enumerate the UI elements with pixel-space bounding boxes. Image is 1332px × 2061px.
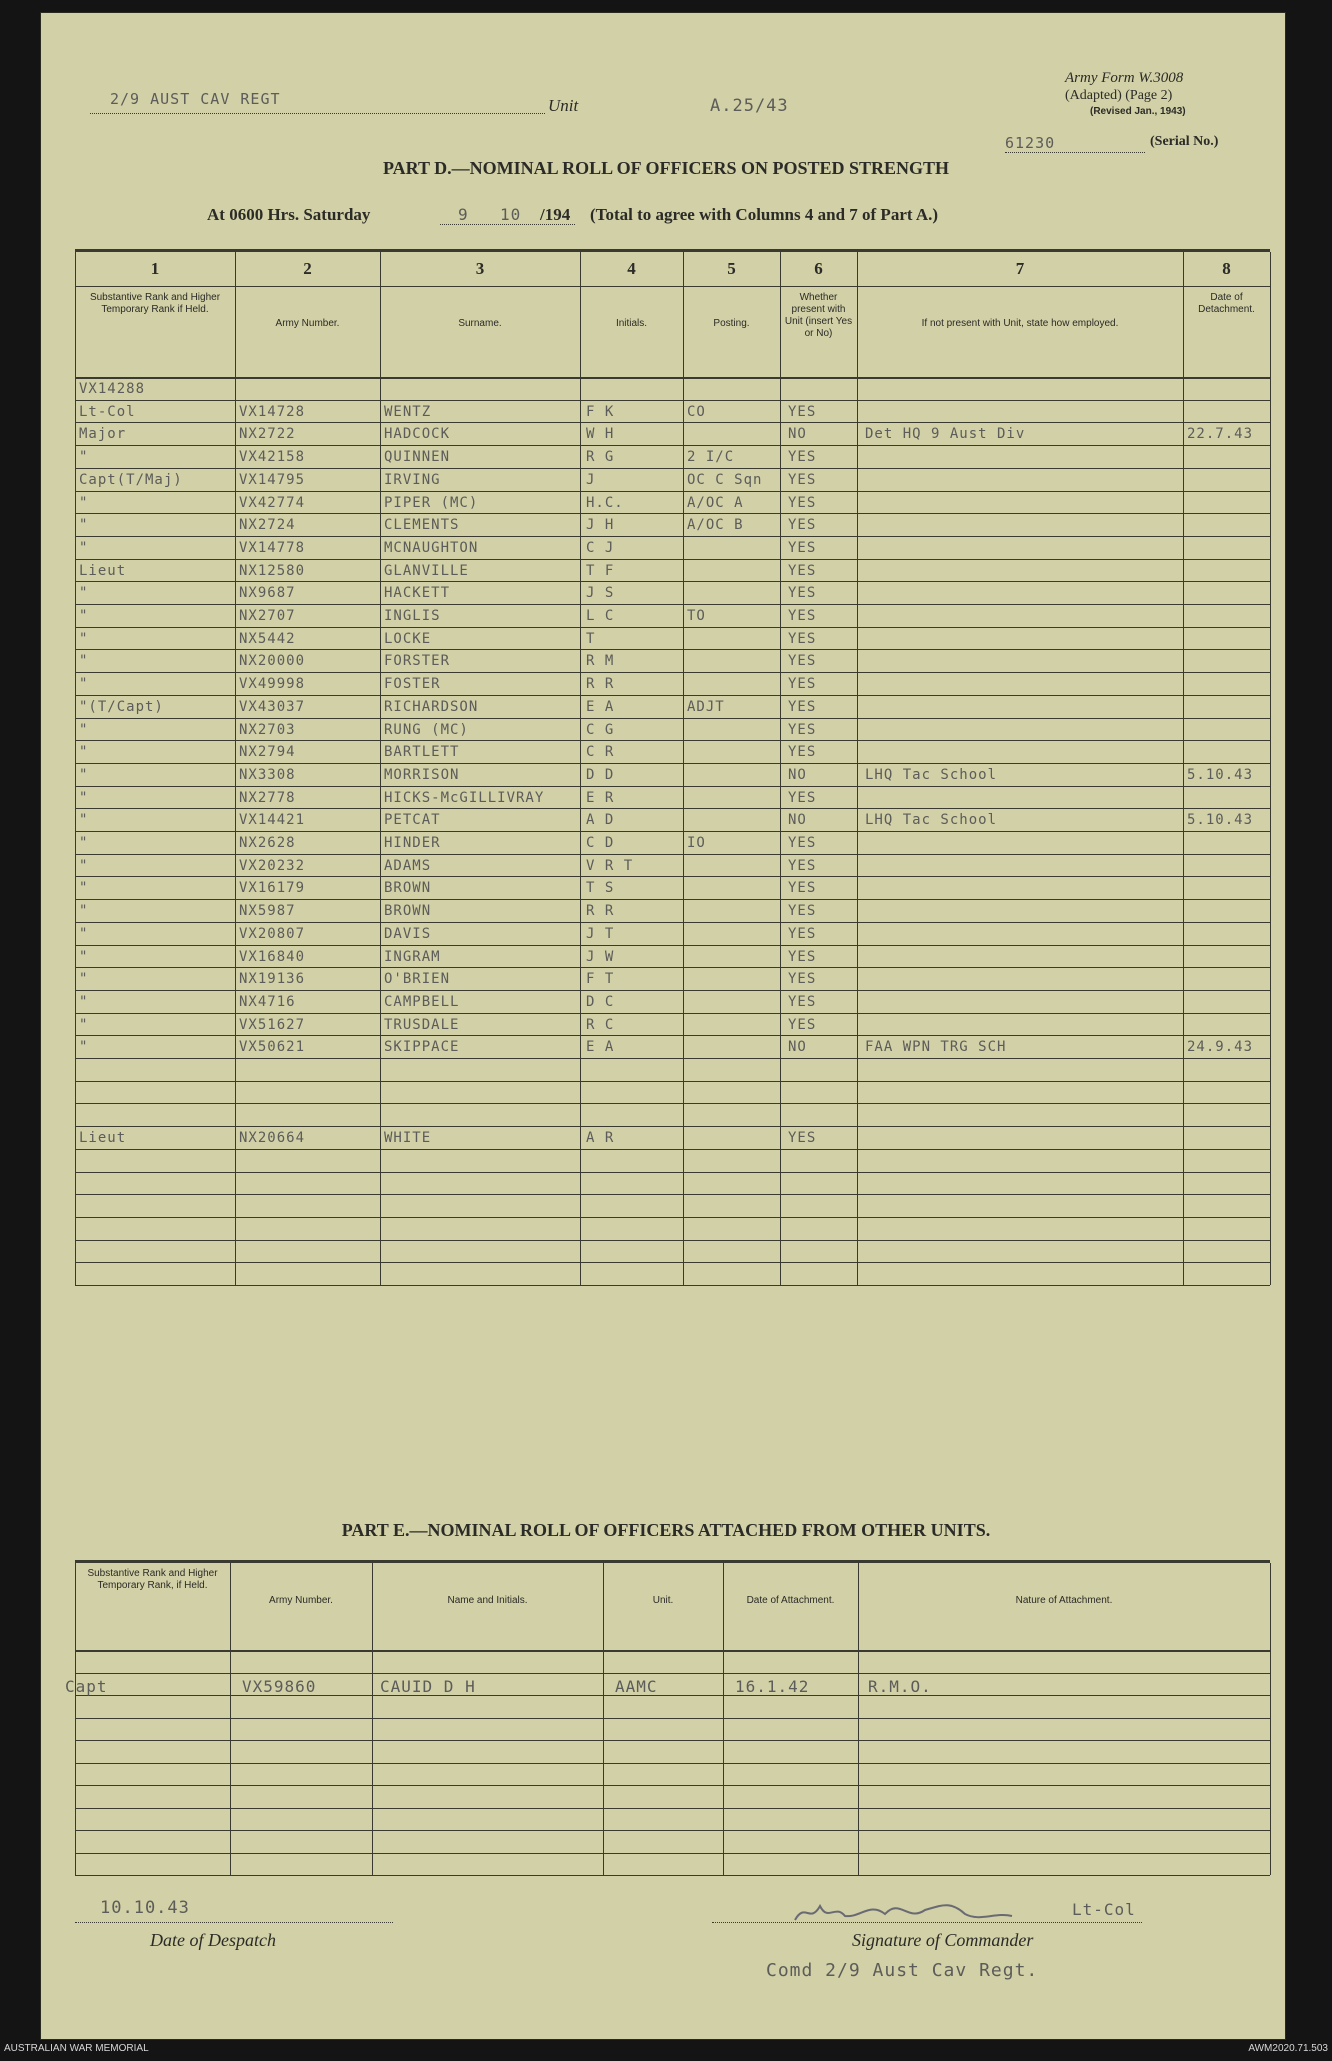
part-e-row-rule — [75, 1718, 1270, 1719]
unit-value: 2/9 AUST CAV REGT — [110, 90, 281, 108]
column-rule — [75, 252, 76, 1285]
commander-rank: Lt-Col — [1072, 1900, 1136, 1919]
column-number: 1 — [150, 259, 160, 278]
table-cell: E A — [586, 698, 615, 715]
row-rule — [75, 581, 1270, 582]
table-cell: YES — [788, 630, 817, 647]
column-number: 2 — [303, 259, 312, 278]
row-rule — [75, 718, 1270, 719]
table-cell: A/OC A — [687, 494, 744, 511]
table-cell: T S — [586, 880, 615, 897]
row-rule — [75, 559, 1270, 560]
table-cell: " — [79, 971, 89, 988]
commander-signature — [790, 1892, 1020, 1932]
signature-underline — [712, 1922, 1142, 1923]
part-e-cell: 16.1.42 — [735, 1676, 810, 1696]
serial-underline — [1005, 152, 1145, 153]
row-rule — [75, 763, 1270, 764]
row-rule — [75, 740, 1270, 741]
column-header: Posting. — [713, 318, 750, 329]
table-cell: NO — [788, 766, 807, 783]
date-day: 9 — [458, 205, 469, 224]
table-cell: " — [79, 857, 89, 874]
table-cell: YES — [788, 880, 817, 897]
table-cell: SKIPPACE — [384, 1039, 460, 1056]
table-cell: Major — [79, 426, 127, 443]
table-cell: NX2707 — [239, 608, 296, 624]
row-rule — [75, 1081, 1270, 1082]
row-rule — [75, 1103, 1270, 1104]
table-cell: " — [79, 835, 89, 851]
table-cell: C D — [586, 835, 615, 851]
table-cell: R R — [586, 903, 615, 920]
row-rule — [75, 672, 1270, 673]
row-rule — [75, 536, 1270, 537]
table-cell: J W — [586, 948, 615, 965]
table-cell: J — [586, 471, 596, 488]
table-cell: YES — [788, 517, 817, 534]
part-e-top-rule — [75, 1560, 1270, 1563]
table-cell: J T — [586, 925, 615, 942]
table-cell: 22.7.43 — [1187, 426, 1254, 443]
part-e-cell: CAUID D H — [380, 1676, 476, 1696]
table-cell: A D — [586, 812, 615, 829]
row-rule — [75, 922, 1270, 923]
row-rule — [75, 422, 1270, 423]
table-cell: T F — [586, 562, 615, 579]
table-cell: R M — [586, 653, 615, 670]
table-cell: NX2628 — [239, 835, 296, 851]
header-rule — [75, 377, 1270, 379]
table-cell: YES — [788, 789, 817, 806]
row-rule — [75, 400, 1270, 401]
part-e-row-rule — [75, 1763, 1270, 1764]
table-cell: " — [79, 494, 89, 511]
column-header: If not present with Unit, state how employed. — [921, 318, 1119, 329]
table-cell: BARTLETT — [384, 744, 460, 761]
table-cell: VX49998 — [239, 676, 306, 693]
table-cell: W H — [586, 426, 615, 443]
table-cell: C J — [586, 539, 615, 556]
row-rule — [75, 1240, 1270, 1241]
row-rule — [75, 1126, 1270, 1127]
form-revised: (Revised Jan., 1943) — [1090, 106, 1186, 117]
table-cell: PETCAT — [384, 812, 441, 829]
table-cell: YES — [788, 676, 817, 693]
table-cell: YES — [788, 971, 817, 988]
table-cell: F K — [586, 403, 615, 420]
row-rule — [75, 967, 1270, 968]
date-year: /194 — [540, 205, 571, 224]
column-header: Whether present with Unit (insert Yes or No) — [784, 292, 853, 339]
table-cell: R R — [586, 676, 615, 693]
table-cell: FORSTER — [384, 653, 451, 670]
despatch-label: Date of Despatch — [150, 1930, 276, 1950]
table-cell: NX19136 — [239, 971, 306, 988]
table-cell: A/OC B — [687, 517, 744, 534]
table-cell: D C — [586, 993, 615, 1010]
table-cell: NX20664 — [239, 1130, 306, 1147]
table-cell: "(T/Capt) — [79, 698, 164, 715]
table-cell: VX42774 — [239, 494, 306, 511]
form-name: Army Form W.3008 — [1065, 70, 1184, 86]
column-rule — [857, 252, 858, 1285]
row-rule — [75, 1172, 1270, 1173]
table-cell: NX5987 — [239, 903, 296, 920]
table-cell: TO — [687, 608, 706, 624]
table-cell: YES — [788, 698, 817, 715]
table-cell: FOSTER — [384, 676, 441, 693]
table-cell: LHQ Tac School — [865, 812, 998, 829]
table-cell: Lt-Col — [79, 403, 136, 420]
part-e-row-rule — [75, 1853, 1270, 1854]
row-rule — [75, 1217, 1270, 1218]
despatch-date: 10.10.43 — [100, 1898, 190, 1918]
table-cell: " — [79, 993, 89, 1010]
table-cell: R G — [586, 449, 615, 466]
column-header: Substantive Rank and Higher Temporary Rank if Held. — [89, 292, 221, 315]
unit-label: Unit — [548, 96, 579, 115]
table-cell: " — [79, 812, 89, 829]
table-cell: YES — [788, 857, 817, 874]
row-rule — [75, 649, 1270, 650]
table-cell: YES — [788, 948, 817, 965]
date-month: 10 — [500, 205, 522, 224]
table-cell: " — [79, 766, 89, 783]
table-cell: E R — [586, 789, 615, 806]
table-cell: NO — [788, 426, 807, 443]
table-cell: YES — [788, 608, 817, 624]
table-cell: LHQ Tac School — [865, 766, 998, 783]
table-cell: VX42158 — [239, 449, 306, 466]
row-rule — [75, 1194, 1270, 1195]
at-time-label: At 0600 Hrs. Saturday — [207, 205, 371, 224]
part-e-row-rule — [75, 1808, 1270, 1809]
row-rule — [75, 990, 1270, 991]
row-rule — [75, 1285, 1270, 1286]
part-e-header-rule — [75, 1650, 1270, 1652]
table-cell: VX14421 — [239, 812, 306, 829]
table-cell: " — [79, 948, 89, 965]
archive-reference: AWM2020.71.503 — [1248, 2043, 1328, 2054]
table-cell: YES — [788, 835, 817, 851]
table-cell: VX14795 — [239, 471, 306, 488]
table-cell: YES — [788, 653, 817, 670]
table-cell: NO — [788, 812, 807, 829]
table-cell: RICHARDSON — [384, 698, 479, 715]
column-number: 4 — [627, 259, 636, 278]
part-e-column-header: Date of Attachment. — [746, 1595, 835, 1606]
part-e-row-rule — [75, 1740, 1270, 1741]
reference-number: A.25/43 — [710, 96, 789, 116]
form-sheet — [40, 12, 1286, 2040]
table-cell: QUINNEN — [384, 449, 451, 466]
table-cell: " — [79, 744, 89, 761]
part-e-cell: VX59860 — [242, 1676, 317, 1696]
part-e-column-header: Name and Initials. — [447, 1595, 528, 1606]
table-cell: INGLIS — [384, 608, 441, 624]
table-cell: " — [79, 789, 89, 806]
table-cell: BROWN — [384, 903, 432, 920]
number-row-rule — [75, 286, 1270, 287]
part-e-column-rule — [1270, 1563, 1271, 1875]
table-cell: NX5442 — [239, 630, 296, 647]
column-rule — [780, 252, 781, 1285]
part-e-cell: Capt — [65, 1676, 108, 1696]
row-rule — [75, 1013, 1270, 1014]
table-cell: " — [79, 608, 89, 624]
part-d-title: PART D.—NOMINAL ROLL OF OFFICERS ON POSTED STRENGTH — [382, 158, 950, 178]
table-cell: L C — [586, 608, 615, 624]
row-rule — [75, 808, 1270, 809]
table-cell: Lieut — [79, 562, 127, 579]
table-cell: YES — [788, 494, 817, 511]
column-rule — [1270, 252, 1271, 1285]
table-cell: TRUSDALE — [384, 1016, 460, 1033]
table-cell: YES — [788, 585, 817, 602]
table-cell: " — [79, 517, 89, 534]
part-e-column-header: Army Number. — [269, 1595, 333, 1606]
table-cell: YES — [788, 903, 817, 920]
table-cell: YES — [788, 1130, 817, 1147]
column-rule — [580, 252, 581, 1285]
table-cell: " — [79, 721, 89, 738]
table-top-rule — [75, 249, 1270, 252]
serial-value: 61230 — [1005, 134, 1056, 152]
column-number: 7 — [1015, 259, 1025, 278]
despatch-underline — [75, 1922, 393, 1923]
table-cell: F T — [586, 971, 615, 988]
table-cell: VX20807 — [239, 925, 306, 942]
row-rule — [75, 1262, 1270, 1263]
part-e-column-header: Substantive Rank and Higher Temporary Rank, if Held. — [87, 1568, 218, 1591]
table-cell: 5.10.43 — [1187, 766, 1254, 783]
table-cell: " — [79, 539, 89, 556]
table-cell: ADAMS — [384, 857, 432, 874]
row-rule — [75, 513, 1270, 514]
part-e-cell: AAMC — [615, 1676, 658, 1696]
table-cell: CAMPBELL — [384, 993, 460, 1010]
table-cell: WENTZ — [384, 403, 432, 420]
row-rule — [75, 945, 1270, 946]
table-cell: NX20000 — [239, 653, 306, 670]
table-cell: J H — [586, 517, 615, 534]
serial-label: (Serial No.) — [1150, 134, 1219, 149]
table-cell: BROWN — [384, 880, 432, 897]
table-cell: VX14288 — [79, 381, 146, 397]
table-cell: OC C Sqn — [687, 471, 763, 488]
column-number: 8 — [1222, 259, 1231, 278]
part-e-row-rule — [75, 1830, 1270, 1831]
row-rule — [75, 899, 1270, 900]
part-e-column-rule — [603, 1563, 604, 1875]
table-cell: " — [79, 676, 89, 693]
table-cell: Capt(T/Maj) — [79, 471, 183, 488]
table-cell: " — [79, 449, 89, 466]
part-e-title: PART E.—NOMINAL ROLL OF OFFICERS ATTACHED FROM OTHER UNITS. — [341, 1520, 991, 1540]
table-cell: YES — [788, 562, 817, 579]
row-rule — [75, 1035, 1270, 1036]
table-cell: YES — [788, 744, 817, 761]
table-cell: PIPER (MC) — [384, 494, 479, 511]
table-cell: O'BRIEN — [384, 971, 451, 988]
table-cell: H.C. — [586, 494, 624, 511]
part-e-column-rule — [858, 1563, 859, 1875]
table-cell: YES — [788, 403, 817, 420]
table-cell: NX4716 — [239, 993, 296, 1010]
table-cell: " — [79, 630, 89, 647]
table-cell: YES — [788, 1016, 817, 1033]
column-header: Date of Detachment. — [1198, 292, 1255, 315]
column-rule — [683, 252, 684, 1285]
table-cell: J S — [586, 585, 615, 602]
table-cell: NX2722 — [239, 426, 296, 443]
table-cell: ADJT — [687, 698, 725, 715]
column-rule — [380, 252, 381, 1285]
table-cell: C R — [586, 744, 615, 761]
table-cell: HICKS-McGILLIVRAY — [384, 789, 545, 806]
part-e-column-rule — [230, 1563, 231, 1875]
table-cell: YES — [788, 993, 817, 1010]
part-e-row-rule — [75, 1875, 1270, 1876]
table-cell: GLANVILLE — [384, 562, 469, 579]
unit-underline — [90, 113, 545, 114]
table-cell: HINDER — [384, 835, 441, 851]
table-cell: WHITE — [384, 1130, 432, 1147]
signature-label: Signature of Commander — [852, 1930, 1034, 1950]
table-cell: NX9687 — [239, 585, 296, 602]
table-cell: FAA WPN TRG SCH — [865, 1039, 1007, 1056]
table-cell: MCNAUGHTON — [384, 539, 479, 556]
part-e-column-header: Unit. — [652, 1595, 674, 1606]
table-cell: VX14728 — [239, 403, 306, 420]
table-cell: YES — [788, 449, 817, 466]
table-cell: V R T — [586, 857, 634, 874]
table-cell: CO — [687, 403, 706, 420]
table-cell: " — [79, 903, 89, 920]
row-rule — [75, 445, 1270, 446]
table-cell: CLEMENTS — [384, 517, 460, 534]
part-e-column-rule — [75, 1563, 76, 1875]
table-cell: VX20232 — [239, 857, 306, 874]
row-rule — [75, 854, 1270, 855]
total-note: (Total to agree with Columns 4 and 7 of Part A.) — [590, 205, 939, 224]
table-cell: 2 I/C — [687, 449, 735, 466]
commander-title: Comd 2/9 Aust Cav Regt. — [766, 1960, 1039, 1981]
table-cell: E A — [586, 1039, 615, 1056]
column-rule — [1183, 252, 1184, 1285]
table-cell: NX2724 — [239, 517, 296, 534]
row-rule — [75, 491, 1270, 492]
table-cell: INGRAM — [384, 948, 441, 965]
table-cell: IO — [687, 835, 706, 851]
table-cell: R C — [586, 1016, 615, 1033]
row-rule — [75, 1149, 1270, 1150]
column-number: 6 — [814, 259, 823, 278]
table-cell: " — [79, 585, 89, 602]
table-cell: YES — [788, 471, 817, 488]
column-rule — [235, 252, 236, 1285]
table-cell: NX2778 — [239, 789, 296, 806]
table-cell: D D — [586, 766, 615, 783]
column-number: 5 — [727, 259, 736, 278]
table-cell: " — [79, 1039, 89, 1056]
column-number: 3 — [475, 259, 485, 278]
table-cell: " — [79, 653, 89, 670]
part-e-row-rule — [75, 1673, 1270, 1674]
table-cell: YES — [788, 539, 817, 556]
table-cell: YES — [788, 925, 817, 942]
table-cell: VX16840 — [239, 948, 306, 965]
table-cell: " — [79, 1016, 89, 1033]
column-header: Initials. — [615, 318, 648, 329]
form-adapted: (Adapted) (Page 2) — [1065, 88, 1173, 103]
column-header: Surname. — [458, 318, 502, 329]
table-cell: VX50621 — [239, 1039, 306, 1056]
table-cell: 24.9.43 — [1187, 1039, 1254, 1056]
row-rule — [75, 876, 1270, 877]
row-rule — [75, 1058, 1270, 1059]
part-e-column-rule — [372, 1563, 373, 1875]
table-cell: HADCOCK — [384, 426, 451, 443]
part-e-column-rule — [723, 1563, 724, 1875]
row-rule — [75, 831, 1270, 832]
table-cell: A R — [586, 1130, 615, 1147]
table-cell: MORRISON — [384, 766, 460, 783]
table-cell: Lieut — [79, 1130, 127, 1147]
table-cell: " — [79, 925, 89, 942]
table-cell: NO — [788, 1039, 807, 1056]
table-cell: VX16179 — [239, 880, 306, 897]
row-rule — [75, 786, 1270, 787]
table-cell: LOCKE — [384, 630, 432, 647]
table-cell: T — [586, 630, 596, 647]
table-cell: NX3308 — [239, 766, 296, 783]
table-cell: YES — [788, 721, 817, 738]
row-rule — [75, 604, 1270, 605]
row-rule — [75, 695, 1270, 696]
part-e-row-rule — [75, 1785, 1270, 1786]
table-cell: RUNG (MC) — [384, 721, 469, 738]
row-rule — [75, 468, 1270, 469]
row-rule — [75, 627, 1270, 628]
part-e-cell: R.M.O. — [868, 1676, 932, 1696]
table-cell: VX14778 — [239, 539, 306, 556]
archive-credit: AUSTRALIAN WAR MEMORIAL — [4, 2043, 149, 2054]
table-cell: C G — [586, 721, 615, 738]
table-cell: IRVING — [384, 471, 441, 488]
table-cell: VX43037 — [239, 698, 306, 715]
table-cell: NX2703 — [239, 721, 296, 738]
column-header: Army Number. — [275, 318, 340, 329]
table-cell: VX51627 — [239, 1016, 306, 1033]
table-cell: NX12580 — [239, 562, 306, 579]
table-cell: Det HQ 9 Aust Div — [865, 426, 1026, 443]
part-e-column-header: Nature of Attachment. — [1015, 1595, 1113, 1606]
table-cell: HACKETT — [384, 585, 451, 602]
table-cell: NX2794 — [239, 744, 296, 761]
table-cell: " — [79, 880, 89, 897]
table-cell: DAVIS — [384, 925, 432, 942]
table-cell: 5.10.43 — [1187, 812, 1254, 829]
